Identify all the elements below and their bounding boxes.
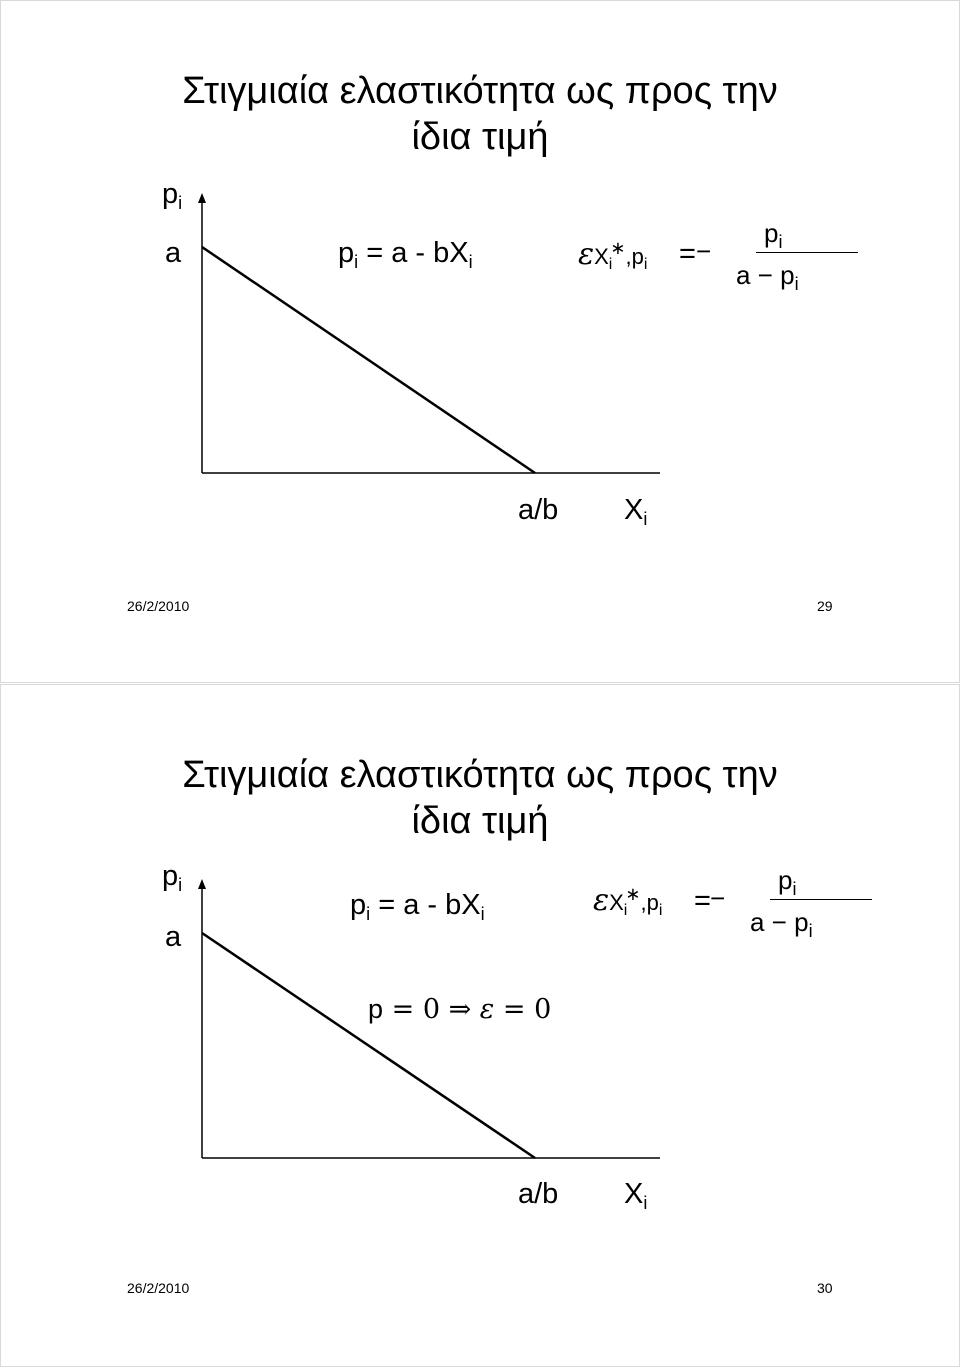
fraction-minus: − [710,883,726,913]
fraction-bar [770,899,872,900]
demand-chart [0,684,960,1367]
slide-title-line1: Στιγμιαία ελαστικότητα ως προς την [182,70,778,112]
demand-line [202,247,535,473]
zero-price-condition: p = 0 ⇒ ε = 0 [368,994,552,1025]
slide-29 [0,0,960,683]
slide-title-line2: ίδια τιμή [411,800,549,842]
slide-number: 30 [817,1280,833,1296]
y-axis-label: $p_i$ [162,178,183,213]
slide-number: 29 [817,598,833,614]
x-axis-label: $X_i$ [624,1178,648,1213]
equals-sign: = [679,238,696,270]
y-axis-arrow [198,879,206,889]
slide-30 [0,684,960,1367]
y-axis-label: $p_i$ [162,860,183,895]
demand-line [202,933,535,1158]
fraction-denominator: $a - p_i$ [750,907,813,941]
x-axis-label: $X_i$ [624,494,648,529]
demand-equation: $p_i = a - bX_i$ [338,237,473,272]
slide-date: 26/2/2010 [127,1280,190,1296]
y-intercept-label: a [165,237,182,269]
fraction-denominator: $a - p_i$ [736,260,799,294]
y-axis-arrow [198,193,206,203]
x-intercept-label: a/b [518,1178,559,1210]
y-intercept-label: a [165,921,182,953]
fraction-numerator: $p_i$ [778,865,797,899]
fraction-minus: − [696,236,712,266]
x-intercept-label: a/b [518,494,559,526]
slide-date: 26/2/2010 [127,598,190,614]
fraction-bar [756,252,858,253]
demand-equation: $p_i = a - bX_i$ [350,889,485,924]
slide-title-line2: ίδια τιμή [411,116,549,158]
fraction-numerator: $p_i$ [764,218,783,252]
demand-chart [0,0,960,683]
slide-title-line1: Στιγμιαία ελαστικότητα ως προς την [182,754,778,796]
elasticity-symbol: εXi∗,pi [578,237,648,273]
elasticity-symbol: εXi∗,pi [593,883,663,919]
equals-sign: = [694,885,711,917]
